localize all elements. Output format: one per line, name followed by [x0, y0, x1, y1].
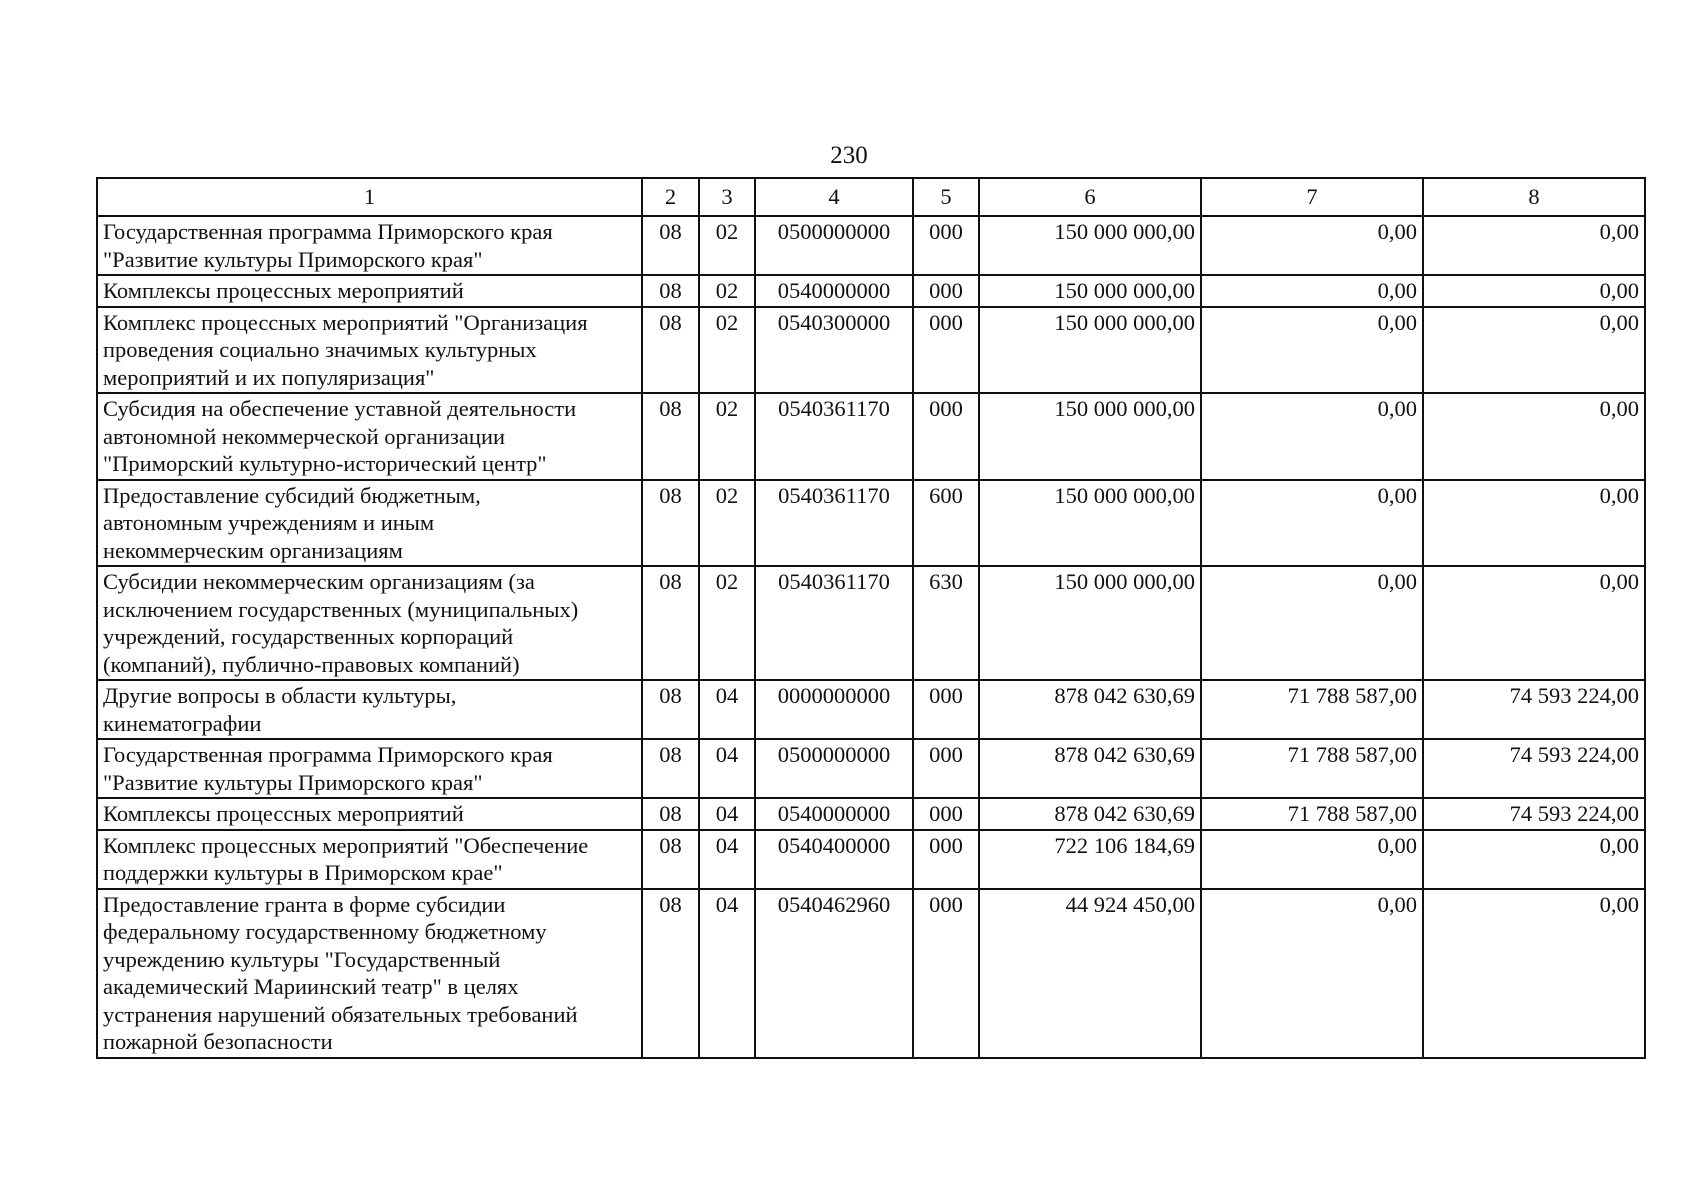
table-row	[97, 216, 1645, 275]
table-row	[97, 480, 1645, 567]
subsection-code-cell: 04	[699, 739, 755, 798]
amount-col8-cell: 0,00	[1423, 889, 1645, 1058]
subsection-code-cell: 04	[699, 830, 755, 889]
amount-col6-cell: 150 000 000,00	[979, 307, 1201, 394]
amount-col6-cell: 878 042 630,69	[979, 739, 1201, 798]
target-article-cell: 0540361170	[755, 566, 913, 680]
section-code-cell: 08	[642, 830, 699, 889]
amount-col7-cell: 0,00	[1201, 480, 1423, 567]
subsection-code-cell: 02	[699, 480, 755, 567]
amount-col7-cell: 0,00	[1201, 889, 1423, 1058]
column-header-8: 8	[1423, 178, 1645, 216]
row-name-cell: Субсидия на обеспечение уставной деятельности автономной некоммерческой организации "Приморский культурно-исторический центр"	[97, 393, 642, 480]
section-code-cell: 08	[642, 739, 699, 798]
amount-col8-cell: 0,00	[1423, 216, 1645, 275]
row-name-cell: Комплекс процессных мероприятий "Обеспечение поддержки культуры в Приморском крае"	[97, 830, 642, 889]
target-article-cell: 0000000000	[755, 680, 913, 739]
subsection-code-cell: 04	[699, 889, 755, 1058]
target-article-cell: 0540000000	[755, 798, 913, 830]
column-header-5: 5	[913, 178, 979, 216]
table-row	[97, 566, 1645, 680]
section-code-cell: 08	[642, 216, 699, 275]
page-number: 230	[830, 142, 868, 169]
amount-col6-cell: 150 000 000,00	[979, 480, 1201, 567]
row-name-cell: Предоставление гранта в форме субсидии федеральному государственному бюджетному учреждению культуры "Государственный академический Мариинский театр" в целях устранения нарушений обязательных требований пожарной безопасности	[97, 889, 642, 1058]
subsection-code-cell: 02	[699, 307, 755, 394]
row-name-cell: Комплексы процессных мероприятий	[97, 275, 642, 307]
amount-col7-cell: 0,00	[1201, 275, 1423, 307]
amount-col7-cell: 0,00	[1201, 566, 1423, 680]
subsection-code-cell: 02	[699, 566, 755, 680]
section-code-cell: 08	[642, 307, 699, 394]
target-article-cell: 0540462960	[755, 889, 913, 1058]
column-header-4: 4	[755, 178, 913, 216]
section-code-cell: 08	[642, 480, 699, 567]
target-article-cell: 0540361170	[755, 480, 913, 567]
amount-col6-cell: 150 000 000,00	[979, 216, 1201, 275]
amount-col7-cell: 0,00	[1201, 393, 1423, 480]
amount-col6-cell: 722 106 184,69	[979, 830, 1201, 889]
amount-col6-cell: 150 000 000,00	[979, 393, 1201, 480]
target-article-cell: 0540300000	[755, 307, 913, 394]
target-article-cell: 0540000000	[755, 275, 913, 307]
expense-type-cell: 000	[913, 798, 979, 830]
row-name-cell: Предоставление субсидий бюджетным, автономным учреждениям и иным некоммерческим организациям	[97, 480, 642, 567]
amount-col6-cell: 878 042 630,69	[979, 798, 1201, 830]
table-row	[97, 889, 1645, 1058]
table-row	[97, 739, 1645, 798]
expense-type-cell: 630	[913, 566, 979, 680]
expense-type-cell: 000	[913, 307, 979, 394]
amount-col8-cell: 74 593 224,00	[1423, 739, 1645, 798]
row-name-cell: Другие вопросы в области культуры, кинематографии	[97, 680, 642, 739]
amount-col8-cell: 0,00	[1423, 393, 1645, 480]
target-article-cell: 0540400000	[755, 830, 913, 889]
row-name-cell: Комплекс процессных мероприятий "Организация проведения социально значимых культурных мероприятий и их популяризация"	[97, 307, 642, 394]
budget-table	[96, 177, 1646, 1059]
expense-type-cell: 000	[913, 830, 979, 889]
amount-col8-cell: 74 593 224,00	[1423, 798, 1645, 830]
column-header-7: 7	[1201, 178, 1423, 216]
expense-type-cell: 000	[913, 889, 979, 1058]
expense-type-cell: 000	[913, 680, 979, 739]
section-code-cell: 08	[642, 393, 699, 480]
amount-col6-cell: 150 000 000,00	[979, 275, 1201, 307]
amount-col6-cell: 150 000 000,00	[979, 566, 1201, 680]
amount-col6-cell: 878 042 630,69	[979, 680, 1201, 739]
column-header-1: 1	[97, 178, 642, 216]
row-name-cell: Государственная программа Приморского края "Развитие культуры Приморского края"	[97, 739, 642, 798]
subsection-code-cell: 02	[699, 216, 755, 275]
expense-type-cell: 000	[913, 739, 979, 798]
expense-type-cell: 000	[913, 275, 979, 307]
column-header-3: 3	[699, 178, 755, 216]
section-code-cell: 08	[642, 566, 699, 680]
row-name-cell: Комплексы процессных мероприятий	[97, 798, 642, 830]
table-row	[97, 275, 1645, 307]
section-code-cell: 08	[642, 275, 699, 307]
amount-col7-cell: 0,00	[1201, 307, 1423, 394]
target-article-cell: 0540361170	[755, 393, 913, 480]
target-article-cell: 0500000000	[755, 216, 913, 275]
amount-col7-cell: 0,00	[1201, 216, 1423, 275]
subsection-code-cell: 02	[699, 393, 755, 480]
amount-col7-cell: 71 788 587,00	[1201, 739, 1423, 798]
amount-col7-cell: 71 788 587,00	[1201, 680, 1423, 739]
section-code-cell: 08	[642, 680, 699, 739]
target-article-cell: 0500000000	[755, 739, 913, 798]
subsection-code-cell: 04	[699, 798, 755, 830]
table-row	[97, 680, 1645, 739]
row-name-cell: Государственная программа Приморского края "Развитие культуры Приморского края"	[97, 216, 642, 275]
expense-type-cell: 000	[913, 393, 979, 480]
table-row	[97, 830, 1645, 889]
column-header-2: 2	[642, 178, 699, 216]
table-row	[97, 393, 1645, 480]
row-name-cell: Субсидии некоммерческим организациям (за исключением государственных (муниципальных) учреждений, государственных корпораций (компаний), публично-правовых компаний)	[97, 566, 642, 680]
table-row	[97, 307, 1645, 394]
table-row	[97, 798, 1645, 830]
amount-col8-cell: 74 593 224,00	[1423, 680, 1645, 739]
section-code-cell: 08	[642, 889, 699, 1058]
amount-col8-cell: 0,00	[1423, 480, 1645, 567]
amount-col8-cell: 0,00	[1423, 275, 1645, 307]
amount-col8-cell: 0,00	[1423, 566, 1645, 680]
amount-col6-cell: 44 924 450,00	[979, 889, 1201, 1058]
header-row	[97, 178, 1645, 216]
amount-col8-cell: 0,00	[1423, 830, 1645, 889]
subsection-code-cell: 04	[699, 680, 755, 739]
expense-type-cell: 600	[913, 480, 979, 567]
amount-col7-cell: 71 788 587,00	[1201, 798, 1423, 830]
section-code-cell: 08	[642, 798, 699, 830]
column-header-6: 6	[979, 178, 1201, 216]
amount-col7-cell: 0,00	[1201, 830, 1423, 889]
expense-type-cell: 000	[913, 216, 979, 275]
amount-col8-cell: 0,00	[1423, 307, 1645, 394]
subsection-code-cell: 02	[699, 275, 755, 307]
